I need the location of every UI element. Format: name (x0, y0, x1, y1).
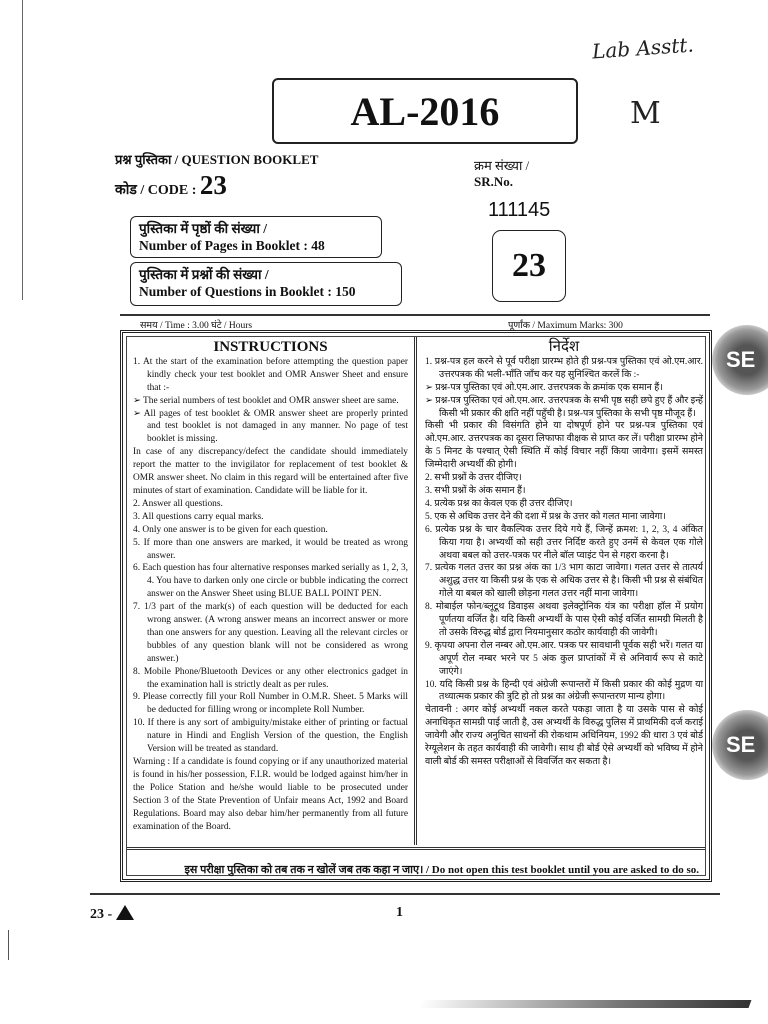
instruction-item: 7. प्रत्येक गलत उत्तर का प्रश्न अंक का 1/3 भाग काटा जावेगा। गलत उत्तर से तात्पर्य अशुद्ध उत्तर या किसी प्रश्न के एक से अधिक उत्तर से है। किसी भी प्रश्न से संबंधित गोले या बबल को खाली छोड़ना गलत उत्तर नहीं माना जावेगा। (425, 563, 703, 600)
instruction-item: 7. 1/3 part of the mark(s) of each question will be deducted for each wrong answer. (A wrong answer means an incorrect answer or more than one answers for any question. Leaving all the relevant circles or bubbles of any question blank will not be considered as wrong answer.) (133, 602, 408, 664)
instruction-item: किसी भी प्रकार की विसंगति होने या दोषपूर्ण होने पर प्रश्न-पत्र पुस्तिका एवं ओ.एम.आर. उत्तरपत्रक का दूसरा लिफाफा वीक्षक से प्राप्त कर लें। परीक्षा प्रारम्भ होने के 5 मिनट के पश्चात् ऐसी स्थिति में कोई विचार नहीं किया जावेगा। इसमें समस्त जिम्मेदारी अभ्यर्थी की होगी। (425, 421, 703, 471)
exam-title: AL-2016 (272, 78, 578, 144)
instruction-item: ➢ प्रश्न-पत्र पुस्तिका एवं ओ.एम.आर. उत्तरपत्रक के सभी पृष्ठ सही छपे हुए हैं और इन्हें किसी भी प्रकार की क्षति नहीं पहुँची है। प्रश्न-पत्र पुस्तिका के सभी पृष्ठ मौजूद हैं। (425, 395, 703, 419)
questions-label-hi: पुस्तिका में प्रश्नों की संख्या / (139, 267, 269, 282)
instruction-item: 9. Please correctly fill your Roll Number in O.M.R. Sheet. 5 Marks will be deducted for filling wrong or incomplete Roll Number. (133, 692, 408, 716)
seal-text: SE (726, 347, 756, 372)
code-label: कोड / CODE : (115, 183, 197, 198)
questions-box (130, 262, 402, 306)
seal-stamp (712, 325, 768, 395)
instruction-item: 9. कृपया अपना रोल नम्बर ओ.एम.आर. पत्रक पर सावधानी पूर्वक सही भरें। गलत या अपूर्ण रोल नम्बर भरने पर 5 अंक कुल प्राप्तांकों में से अनिवार्य रूप से काटे जाएंगे। (425, 640, 703, 677)
instruction-item: ➢ All pages of test booklet & OMR answer sheet are properly printed and test booklet is not damaged in any manner. No page of test booklet is missing. (133, 408, 408, 445)
left-margin-mark (22, 0, 23, 300)
header-rule (120, 314, 710, 316)
hindi-heading: निर्देश (548, 339, 580, 355)
instruction-item: 2. Answer all questions. (133, 498, 223, 509)
triangle-icon (116, 905, 134, 920)
pages-box (130, 216, 382, 258)
instruction-item: 3. सभी प्रश्नों के अंक समान हैं। (425, 485, 526, 496)
sr-label-hi: क्रम संख्या / (474, 158, 530, 173)
instruction-item: 6. Each question has four alternative responses marked serially as 1, 2, 3, 4. You have to darken only one circle or bubble indicating the correct answer on the Answer Sheet using BLUE BALL POINT PEN. (133, 563, 408, 600)
instruction-item: ➢ The serial numbers of test booklet and OMR answer sheet are same. (133, 395, 399, 406)
instruction-item: 2. सभी प्रश्नों के उत्तर दीजिए। (425, 473, 522, 484)
footer-code (90, 905, 134, 923)
instruction-item: ➢ प्रश्न-पत्र पुस्तिका एवं ओ.एम.आर. उत्तरपत्रक के क्रमांक एक समान हैं। (425, 382, 663, 393)
left-margin-mark (8, 930, 9, 960)
instruction-item: In case of any discrepancy/defect the candidate should immediately report the matter to the invigilator for replacement of test booklet & OMR answer sheet. No claim in this regard will be entertained after five minutes of start of examination. Candidate will be liable for it. (133, 447, 408, 496)
serial-number: 111145 (488, 199, 551, 221)
instruction-item: 8. Mobile Phone/Bluetooth Devices or any other electronics gadget in the examination hall is strictly dealt as per rules. (133, 666, 408, 690)
seal-stamp (712, 710, 768, 780)
instruction-item: 1. At the start of the examination before attempting the question paper kindly check your test booklet and OMR Answer Sheet and ensure that :- (133, 356, 408, 393)
warning-text-hindi: चेतावनी : अगर कोई अभ्यर्थी नकल करते पकड़ा जाता है या उसके पास से कोई अनाधिकृत सामग्री पाई जाती है, उस अभ्यर्थी के विरुद्ध पुलिस में प्राथमिकी दर्ज कराई जावेगी और राज्य अनुचित साधनों की रोकथाम अधिनियम, 1992 की धारा 3 एवं बोर्ड रेग्यूलेशन के तहत कार्यवाही की जावेगी। साथ ही बोर्ड ऐसे अभ्यर्थी को भविष्य में होने वाली बोर्ड की समस्त परीक्षाओं से विवर्जित कर सकता है। (425, 705, 703, 767)
instruction-item: 4. Only one answer is to be given for each question. (133, 524, 328, 535)
sr-label (474, 158, 529, 190)
warning-text: Warning : If a candidate is found copying or if any unauthorized material is found in his/her possession, F.I.R. would be lodged against him/her in the Police Station and he/she would liable to be prosecuted under Section 3 of the State Prevention of Unfair means Act, 1992 and Board Regulations. Board may also debar him/her permanently from all future examination of the Board. (133, 757, 408, 832)
hindi-instructions (419, 337, 709, 845)
questions-label-en: Number of Questions in Booklet : 150 (139, 284, 356, 299)
time-label: समय / Time : 3.00 घंटे / Hours (140, 321, 253, 331)
instruction-item: 5. एक से अधिक उत्तर देने की दशा में प्रश्न के उत्तर को गलत माना जावेगा। (425, 511, 666, 522)
instruction-item: 5. If more than one answers are marked, it would be treated as wrong answer. (133, 537, 408, 561)
handwritten-note: Lab Asstt. (591, 32, 695, 64)
pages-label-hi: पुस्तिका में पृष्ठों की संख्या / (139, 221, 268, 236)
scan-edge-shadow (419, 1000, 752, 1008)
pages-label-en: Number of Pages in Booklet : 48 (139, 238, 325, 253)
sr-label-en: SR.No. (474, 174, 514, 189)
footer-code-text: 23 - (90, 907, 113, 922)
instruction-item: 1. प्रश्न-पत्र हल करने से पूर्व परीक्षा प्रारम्भ होते ही प्रश्न-पत्र पुस्तिका एवं ओ.एम.आर. उत्तरपत्रक की भली-भाँति जाँच कर यह सुनिश्चित करलें कि :- (425, 356, 703, 380)
instruction-item: 6. प्रत्येक प्रश्न के चार वैकल्पिक उत्तर दिये गये हैं, जिन्हें क्रमश: 1, 2, 3, 4 अंकित किया गया है। अभ्यर्थी को सही उत्तर निर्दिष्ट करते हुए उनमें से केवल एक गोले अथवा बबल को उत्तर-पत्रक पर नीले बॉल प्वाइंट पेन से गहरा करना है। (425, 524, 703, 561)
instructions-heading: INSTRUCTIONS (213, 339, 328, 355)
instructions-frame (120, 330, 712, 882)
booklet-label: प्रश्न पुस्तिका / QUESTION BOOKLET (115, 152, 319, 167)
footer-rule (90, 893, 720, 895)
instruction-item: 10. यदि किसी प्रश्न के हिन्दी एवं अंग्रेजी रूपान्तरों में किसी प्रकार की कोई मुद्रण या तथ्यात्मक प्रकार की त्रुटि हो तो प्रश्न का अंग्रेजी रूपान्तरण मान्य होगा। (425, 679, 703, 703)
instruction-item: 4. प्रत्येक प्रश्न का केवल एक ही उत्तर दीजिए। (425, 498, 573, 509)
do-not-open-notice: इस परीक्षा पुस्तिका को तब तक न खोलें जब तक कहा न जाए। / Do not open this test booklet until you are asked to do so. (127, 847, 705, 889)
code-box: 23 (492, 230, 566, 302)
english-instructions (127, 337, 417, 845)
handwritten-letter: M (630, 96, 661, 131)
page-number: 1 (396, 905, 403, 920)
seal-text: SE (726, 732, 756, 757)
instruction-item: 8. मोबाईल फोन/ब्लूटूथ डिवाइस अथवा इलेक्ट्रोनिक यंत्र का परीक्षा हॉल में प्रयोग पूर्णतया वर्जित है। यदि किसी अभ्यर्थी के पास ऐसी कोई वर्जित सामग्री मिलती है तो उसके विरुद्ध बोर्ड द्वारा नियमानुसार कठोर कार्यवाही की जावेगी। (425, 602, 703, 638)
marks-label: पूर्णांक / Maximum Marks: 300 (508, 321, 623, 331)
code-row (115, 170, 227, 201)
instruction-item: 10. If there is any sort of ambiguity/mistake either of printing or factual nature in Hindi and English Version of the question, the English Version will be treated as standard. (133, 718, 408, 755)
instruction-item: 3. All questions carry equal marks. (133, 511, 264, 522)
code-value: 23 (199, 170, 227, 200)
